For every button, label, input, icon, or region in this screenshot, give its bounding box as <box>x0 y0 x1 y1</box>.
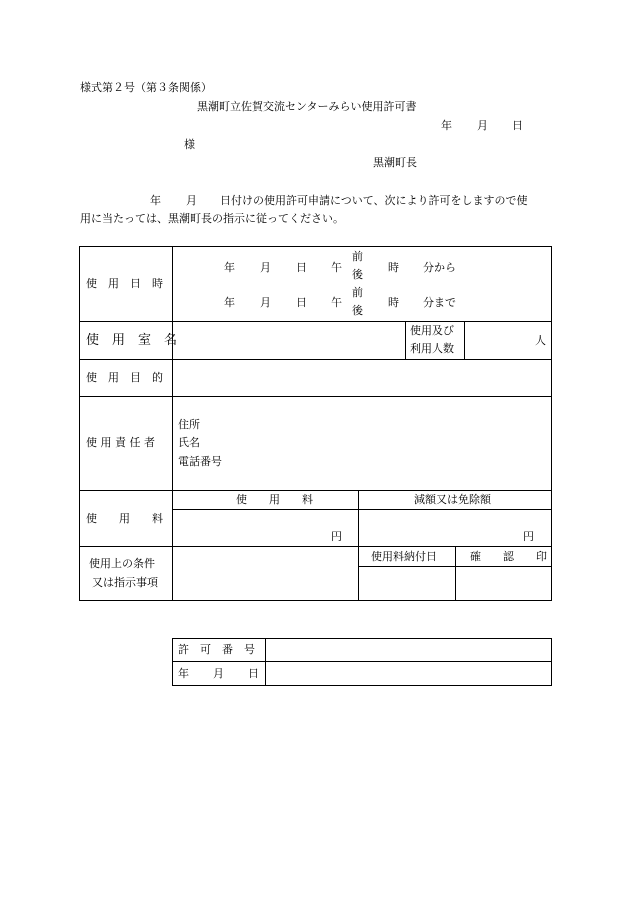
permit-number-label: 許 可 番 号 <box>178 643 255 656</box>
permit-details-table <box>79 246 552 601</box>
to-month: 月 <box>260 296 271 309</box>
reduction-column-header: 減額又は免除額 <box>414 493 491 506</box>
to-hour: 時 <box>388 296 399 309</box>
confirm-stamp-header: 確 認 印 <box>470 550 547 563</box>
people-label-1: 使用及び <box>410 324 454 337</box>
fee-column-header: 使 用 料 <box>236 493 313 506</box>
payment-date-header: 使用料納付日 <box>371 550 437 563</box>
body-line-1: 日付けの使用許可申請について、次により許可をしますので使 <box>220 194 528 207</box>
recipient-honorific: 様 <box>184 138 195 151</box>
body-year: 年 <box>150 194 161 207</box>
people-unit: 人 <box>535 334 546 347</box>
to-minute: 分まで <box>423 296 456 309</box>
document-title: 黒潮町立佐賀交流センターみらい使用許可書 <box>197 100 417 113</box>
permit-date-year: 年 <box>178 667 189 680</box>
to-year: 年 <box>224 296 235 309</box>
body-line-2: 用に当たっては、黒潮町長の指示に従ってください。 <box>80 212 344 225</box>
to-am: 前 <box>352 286 363 299</box>
people-label-2: 利用人数 <box>410 342 454 355</box>
from-day: 日 <box>296 261 307 274</box>
from-noon: 午 <box>331 261 342 274</box>
issuer-name: 黒潮町長 <box>373 156 417 169</box>
fee-label: 使 用 料 <box>86 512 163 525</box>
room-name-label: 使 用 室 名 <box>86 333 178 348</box>
conditions-label-2: 又は指示事項 <box>92 576 158 589</box>
from-pm: 後 <box>352 268 363 281</box>
to-pm: 後 <box>352 304 363 317</box>
to-noon: 午 <box>331 296 342 309</box>
name-label: 氏名 <box>178 436 200 449</box>
phone-label: 電話番号 <box>178 455 222 468</box>
purpose-label: 使 用 目 的 <box>86 371 163 384</box>
from-am: 前 <box>352 250 363 263</box>
permit-date-day: 日 <box>248 667 259 680</box>
issue-date-year: 年 <box>441 119 452 132</box>
permit-date-month: 月 <box>213 667 224 680</box>
issue-date-month: 月 <box>477 119 488 132</box>
body-month: 月 <box>186 194 197 207</box>
issue-date-day: 日 <box>512 119 523 132</box>
use-datetime-label: 使 用 日 時 <box>86 277 163 290</box>
manager-label: 使 用 責 任 者 <box>86 436 155 449</box>
reduction-unit: 円 <box>523 530 534 543</box>
form-number: 様式第２号（第３条関係） <box>80 81 212 94</box>
conditions-label-1: 使用上の条件 <box>89 557 155 570</box>
to-day: 日 <box>296 296 307 309</box>
from-minute: 分から <box>423 261 456 274</box>
from-year: 年 <box>224 261 235 274</box>
fee-unit: 円 <box>331 530 342 543</box>
address-label: 住所 <box>178 418 200 431</box>
from-month: 月 <box>260 261 271 274</box>
from-hour: 時 <box>388 261 399 274</box>
